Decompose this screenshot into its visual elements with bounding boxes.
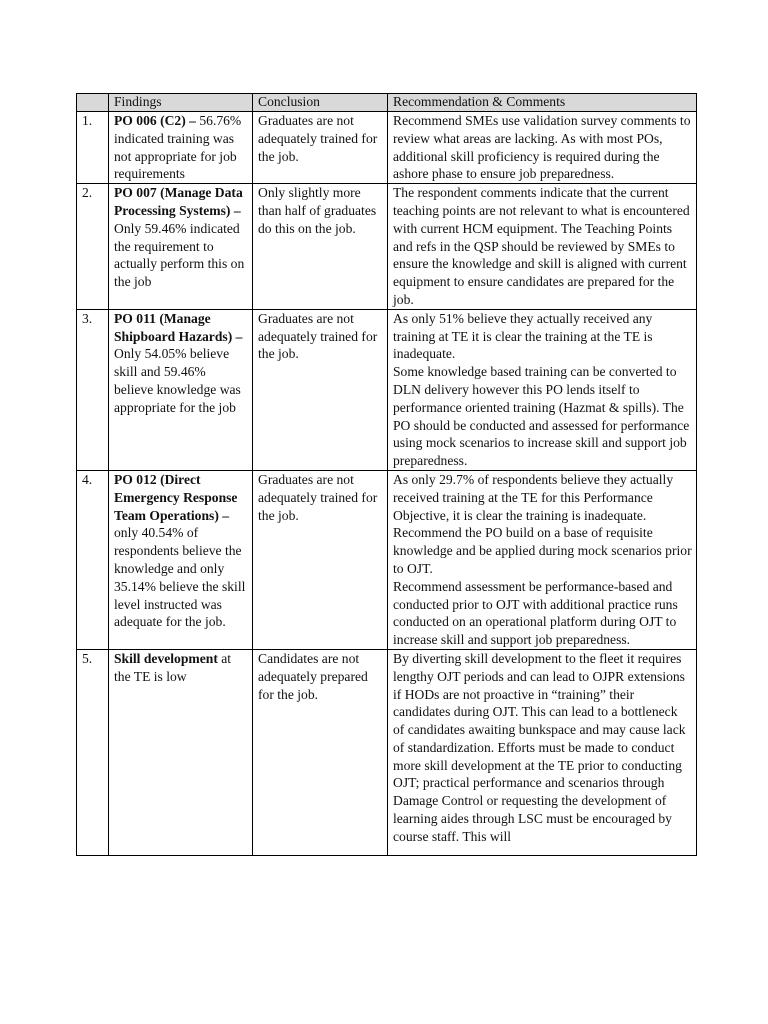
row-number: 1.	[77, 112, 109, 184]
row-number: 2.	[77, 184, 109, 310]
finding-text: only 40.54% of respondents believe the knowledge and only 35.14% believe the skill level instructed was adequate for the job.	[114, 525, 246, 630]
header-conclusion: Conclusion	[253, 94, 388, 112]
findings-table	[76, 93, 697, 856]
finding-title: Skill development	[114, 650, 218, 666]
finding-title: PO 011 (Manage Shipboard Hazards) –	[114, 310, 243, 344]
recommendation-text: Recommend SMEs use validation survey comments to review what areas are lacking. As with most POs, additional skill proficiency is required during the ashore phase to ensure job preparedness.	[393, 113, 691, 182]
row-number: 3.	[77, 309, 109, 470]
finding-title: PO 012 (Direct Emergency Response Team Operations) –	[114, 471, 238, 523]
row-number: 4.	[77, 470, 109, 649]
conclusion-cell: Graduates are not adequately trained for the job.	[253, 112, 388, 184]
recommendation-text: Recommend assessment be performance-based and conducted prior to OJT with additional practice runs conducted on an operational platform during OJT to increase skill and support job preparedness.	[393, 578, 678, 648]
recommendation-text: As only 29.7% of respondents believe they actually received training at the TE for this Performance Objective, it is clear the training is inadequate. Recommend the PO build on a base of requisite knowledge and be applied during mock scenarios prior to OJT.	[393, 471, 692, 576]
finding-cell	[109, 184, 253, 310]
table-row	[77, 470, 697, 649]
conclusion-cell: Candidates are not adequately prepared for the job.	[253, 649, 388, 855]
row-number: 5.	[77, 649, 109, 855]
table-row	[77, 112, 697, 184]
finding-text: at the TE is low	[114, 650, 232, 684]
finding-text: Only 54.05% believe skill and 59.46% believe knowledge was appropriate for the job	[114, 346, 241, 415]
recommendation-text: Some knowledge based training can be converted to DLN delivery however this PO lends itself to performance oriented training (Hazmat & spills). The PO should be conducted and assessed for performance using mock scenarios to increase skill and support job preparedness.	[393, 364, 690, 469]
finding-text: 56.76% indicated training was not appropriate for job requirements	[114, 113, 242, 182]
recommendation-cell	[388, 112, 697, 184]
header-findings: Findings	[109, 94, 253, 112]
finding-text: Only 59.46% indicated the requirement to actually perform this on the job	[114, 220, 245, 290]
finding-title: PO 007 (Manage Data Processing Systems) –	[114, 185, 243, 218]
recommendation-text: By diverting skill development to the fleet it requires lengthy OJT periods and can lead to OJPR extensions if HODs are not proactive in “training” their candidates during OJT. This can lead to a bottleneck of candidates awaiting bunkspace and may cause lack of standardization. Efforts must be made to conduct more skill development at the TE prior to conducting OJT; practical performance and scenarios through Damage Control or requesting the development of learning aides through LSC must be encouraged by course staff. This will	[393, 650, 686, 844]
recommendation-text: The respondent comments indicate that the current teaching points are not relevant to what is encountered with current HCM equipment. The Teaching Points and refs in the QSP should be reviewed by SMEs to ensure the knowledge and skill is aligned with current equipment to ensure candidates are prepared for the job.	[393, 185, 690, 307]
conclusion-cell: Graduates are not adequately trained for the job.	[253, 470, 388, 649]
recommendation-text: As only 51% believe they actually received any training at TE it is clear the training at the TE is inadequate.	[393, 310, 653, 362]
conclusion-cell: Graduates are not adequately trained for the job.	[253, 309, 388, 470]
finding-cell	[109, 112, 253, 184]
table-row	[77, 649, 697, 855]
finding-cell	[109, 649, 253, 855]
header-row	[77, 94, 697, 112]
finding-cell	[109, 470, 253, 649]
recommendation-cell	[388, 649, 697, 855]
header-recommendation: Recommendation & Comments	[388, 94, 697, 112]
header-number	[77, 94, 109, 112]
finding-cell	[109, 309, 253, 470]
table-row	[77, 309, 697, 470]
recommendation-cell	[388, 184, 697, 310]
recommendation-cell	[388, 309, 697, 470]
recommendation-cell	[388, 470, 697, 649]
conclusion-cell: Only slightly more than half of graduates do this on the job.	[253, 184, 388, 310]
table-row	[77, 184, 697, 310]
finding-title: PO 006 (C2) –	[114, 113, 196, 128]
